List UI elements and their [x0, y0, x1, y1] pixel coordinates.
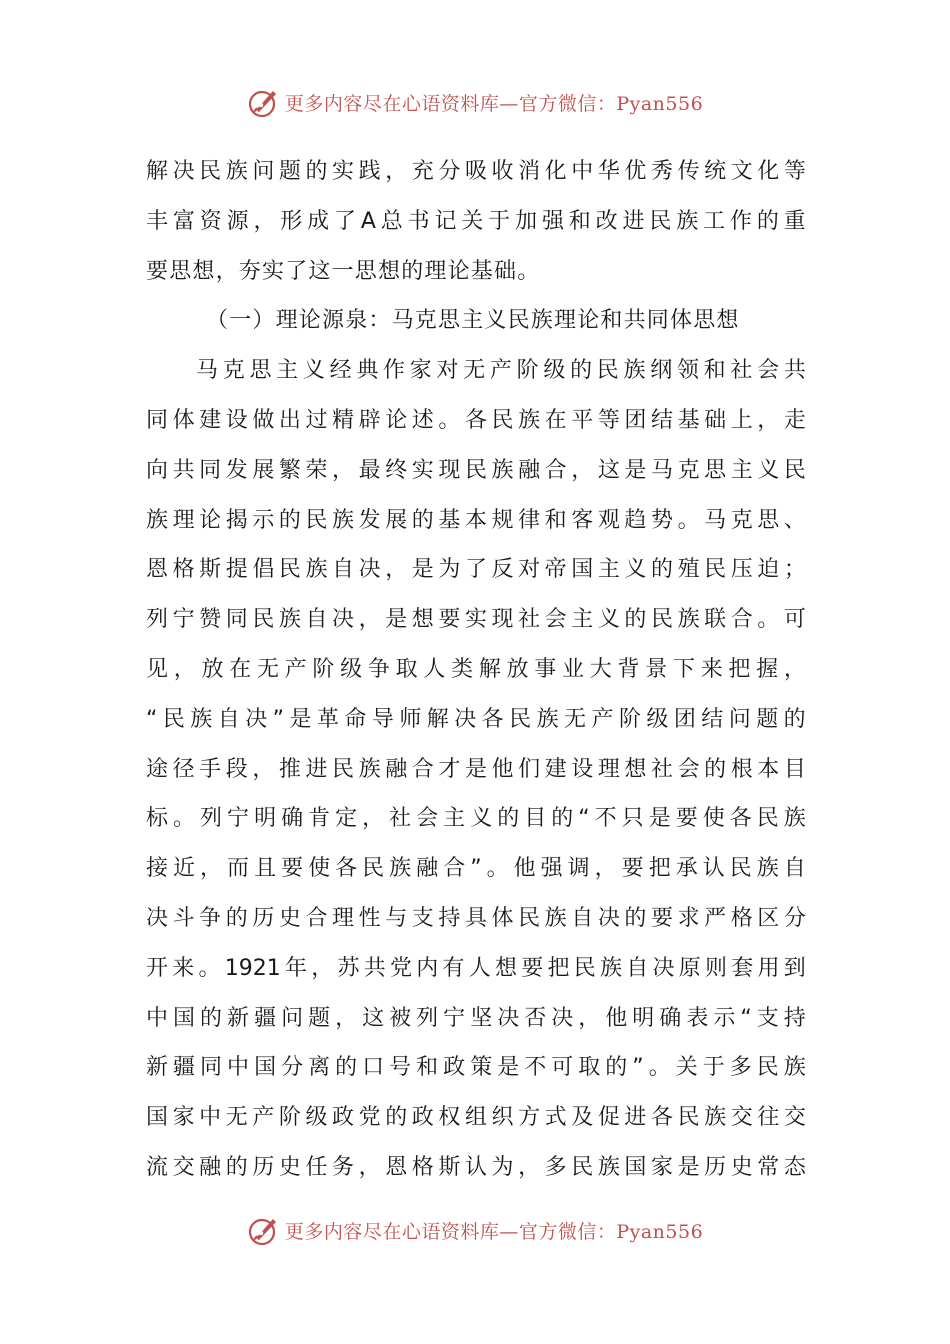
text-line: 解 决 民 族 问 题 的 实 践 ， 充 分 吸 收 消 化 中 华 优 秀 传 统 文 化 等	[146, 159, 806, 184]
text-line: 开 来 。 1921 年 ， 苏 共 党 内 有 人 想 要 把 民 族 自 决 原 则 套 用 到	[146, 955, 806, 981]
text-line: “ 民 族 自 决 ” 是 革 命 导 师 解 决 各 民 族 无 产 阶 级 团 结 问 题 的	[146, 706, 806, 732]
text-line: 途 径 手 段 ， 推 进 民 族 融 合 才 是 他 们 建 设 理 想 社 会 的 根 本 目	[146, 756, 806, 782]
text-line: 向 共 同 发 展 繁 荣 ， 最 终 实 现 民 族 融 合 ， 这 是 马 克 思 主 义 民	[146, 457, 806, 483]
text-line: 流 交 融 的 历 史 任 务 ， 恩 格 斯 认 为 ， 多 民 族 国 家 是 历 史 常 态	[146, 1154, 806, 1180]
quill-logo-icon	[247, 85, 281, 119]
watermark-banner-top	[0, 82, 950, 122]
quill-logo-icon	[247, 1213, 281, 1247]
text-line: 恩 格 斯 提 倡 民 族 自 决 ， 是 为 了 反 对 帝 国 主 义 的 殖 民 压 迫 ；	[146, 557, 806, 583]
text-line: 列 宁 赞 同 民 族 自 决 ， 是 想 要 实 现 社 会 主 义 的 民 族 联 合 。 可	[146, 607, 806, 633]
watermark-text: 更多内容尽在心语资料库—官方微信：Pyan556	[284, 1220, 704, 1243]
text-line: 族 理 论 揭 示 的 民 族 发 展 的 基 本 规 律 和 客 观 趋 势 。 马 克 思 、	[146, 507, 806, 533]
text-line: 丰 富 资 源 ， 形 成 了 A 总 书 记 关 于 加 强 和 改 进 民 族 工 作 的 重	[146, 208, 806, 234]
watermark-text: 更多内容尽在心语资料库—官方微信：Pyan556	[284, 92, 704, 115]
text-line: 见 ， 放 在 无 产 阶 级 争 取 人 类 解 放 事 业 大 背 景 下 来 把 握 ，	[146, 656, 806, 682]
text-line: 决 斗 争 的 历 史 合 理 性 与 支 持 具 体 民 族 自 决 的 要 求 严 格 区 分	[146, 905, 806, 931]
text-line: 标 。 列 宁 明 确 肯 定 ， 社 会 主 义 的 目 的 “ 不 只 是 要 使 各 民 族	[146, 806, 806, 832]
text-line: 同 体 建 设 做 出 过 精 辟 论 述 。 各 民 族 在 平 等 团 结 基 础 上 ， 走	[146, 407, 806, 433]
text-line: 马 克 思 主 义 经 典 作 家 对 无 产 阶 级 的 民 族 纲 领 和 社 会 共	[196, 358, 806, 384]
text-line: 新 疆 同 中 国 分 离 的 口 号 和 政 策 是 不 可 取 的 ” 。 关 于 多 民 族	[146, 1055, 806, 1081]
text-line: 接 近 ， 而 且 要 使 各 民 族 融 合 ” 。 他 强 调 ， 要 把 承 认 民 族 自	[146, 856, 806, 882]
text-line: 要思想，夯实了这一思想的理论基础。	[146, 258, 541, 284]
text-line: 国 家 中 无 产 阶 级 政 党 的 政 权 组 织 方 式 及 促 进 各 民 族 交 往 交	[146, 1105, 806, 1131]
document-body	[146, 147, 806, 1193]
watermark-banner-bottom	[0, 1210, 950, 1250]
section-heading: （一）理论源泉：马克思主义民族理论和共同体思想	[206, 308, 740, 334]
text-line: 中 国 的 新 疆 问 题 ， 这 被 列 宁 坚 决 否 决 ， 他 明 确 表 示 “ 支 持	[146, 1005, 806, 1031]
